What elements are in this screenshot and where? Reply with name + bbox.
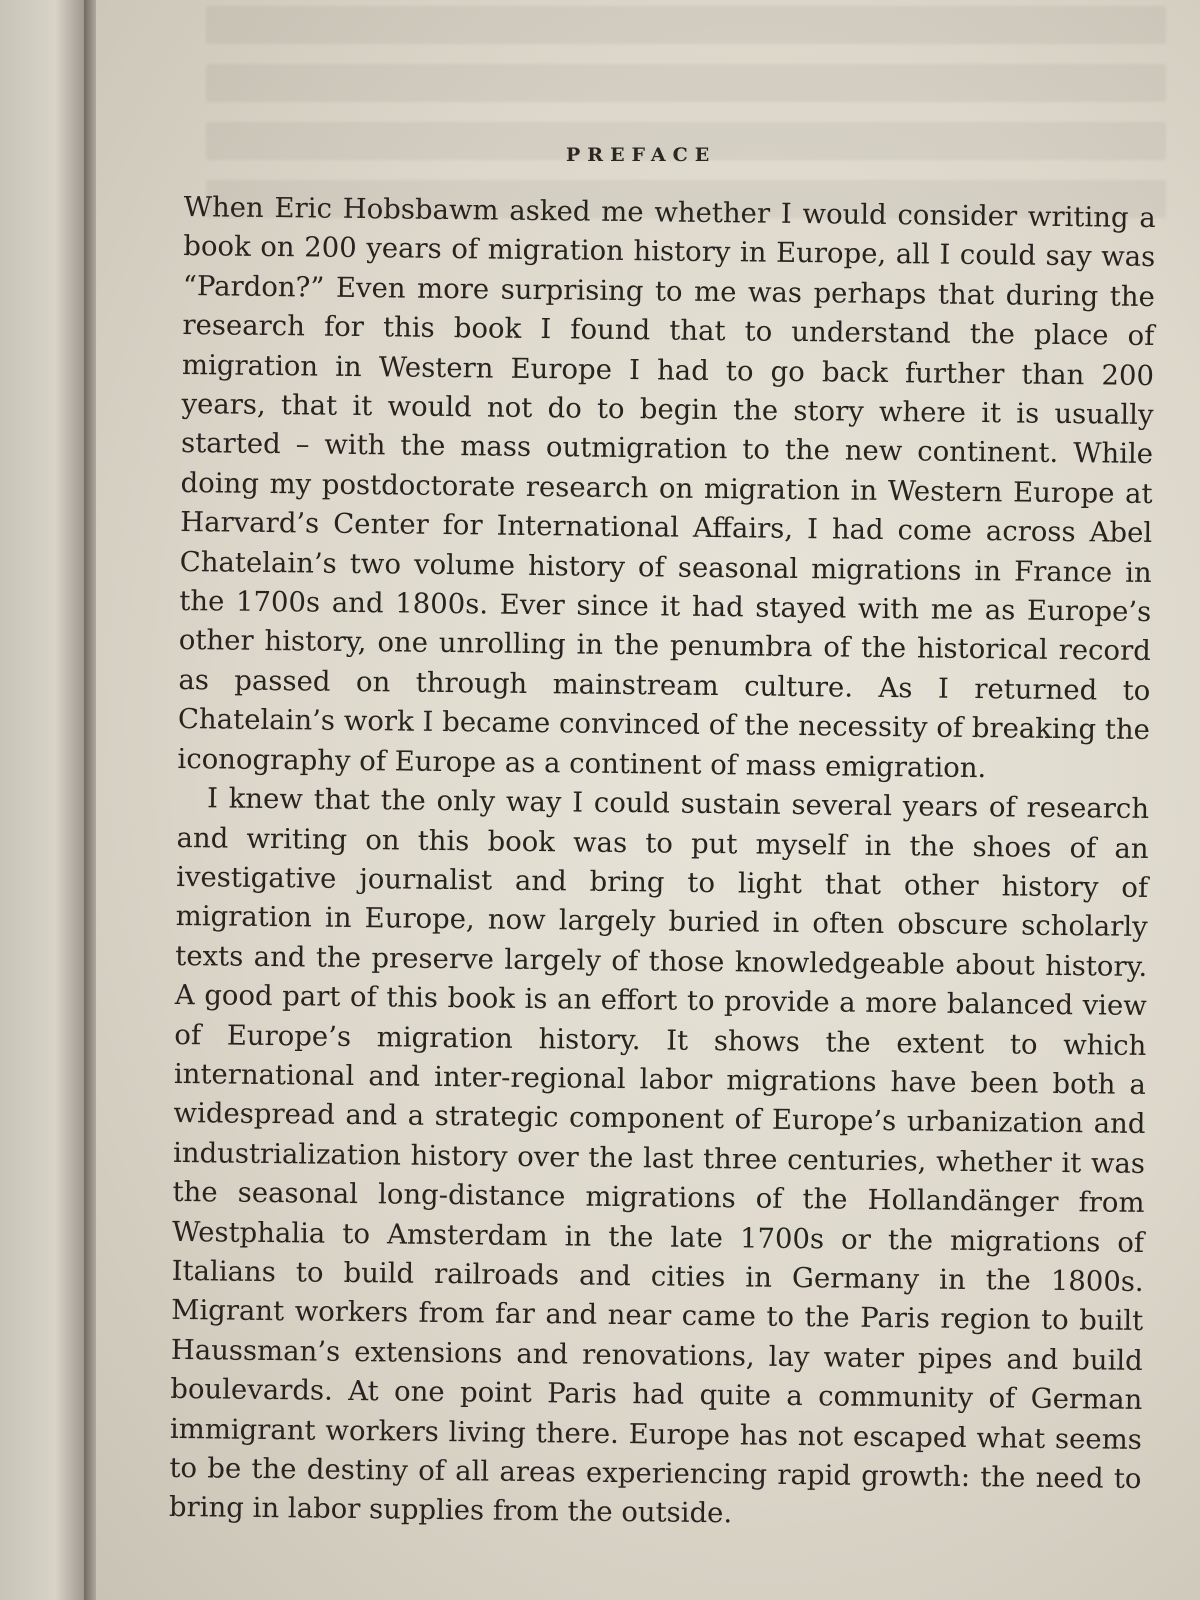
paragraph: I knew that the only way I could sustain several years of research and writing on this book was to put myself in the shoes of an ivestigative journalist and bring to light that other history of migration in Europe, now largely buried in often obscure scholarly texts and the preserve largely of those knowledgeable about history. A good part of this book is an effort to provide a more balanced view of Europe’s migration history. It shows the extent to which international and inter-regional labor migrations have been both a widespread and a strategic component of Europe’s urbanization and industrialization history over the last three centuries, whether it was the seasonal long-distance migrations of the Hollandänger from Westphalia to Amsterdam in the late 1700s or the migrations of Italians to build railroads and cities in Germany in the 1800s. Migrant workers from far and near came to the Paris region to built Haussman’s extensions and renovations, lay water pipes and build boulevards. At one point Paris had quite a community of German immigrant workers living there. Europe has not escaped what seems to be the destiny of all areas experiencing rapid growth: the need to bring in labor supplies from the outside. bbox=[168, 782, 1150, 1530]
paragraph: When Eric Hobsbawm asked me whether I would consider writing a book on 200 years of migration history in Europe, all I could say was “Pardon?” Even more surprising to me was perhaps that during the research for this book I found that to understand the place of migration in Western Europe I had to go back further than 200 years, that it would not do to begin the story where it is usually started – with the mass outmigration to the new continent. While doing my postdoctorate research on migration in Western Europe at Harvard’s Center for International Affairs, I had come across Abel Chatelain’s two volume history of seasonal migrations in France in the 1700s and 1800s. Ever since it had stayed with me as Europe’s other history, one unrolling in the penumbra of the historical record as passed on through mainstream culture. As I returned to Chatelain’s work I became convinced of the necessity of breaking the iconography of Europe as a continent of mass emigration. bbox=[177, 190, 1156, 784]
book-page bbox=[96, 0, 1200, 1600]
page-title: PREFACE bbox=[566, 144, 717, 166]
adjacent-page-edge bbox=[0, 0, 92, 1600]
preface-body bbox=[169, 188, 1156, 1539]
